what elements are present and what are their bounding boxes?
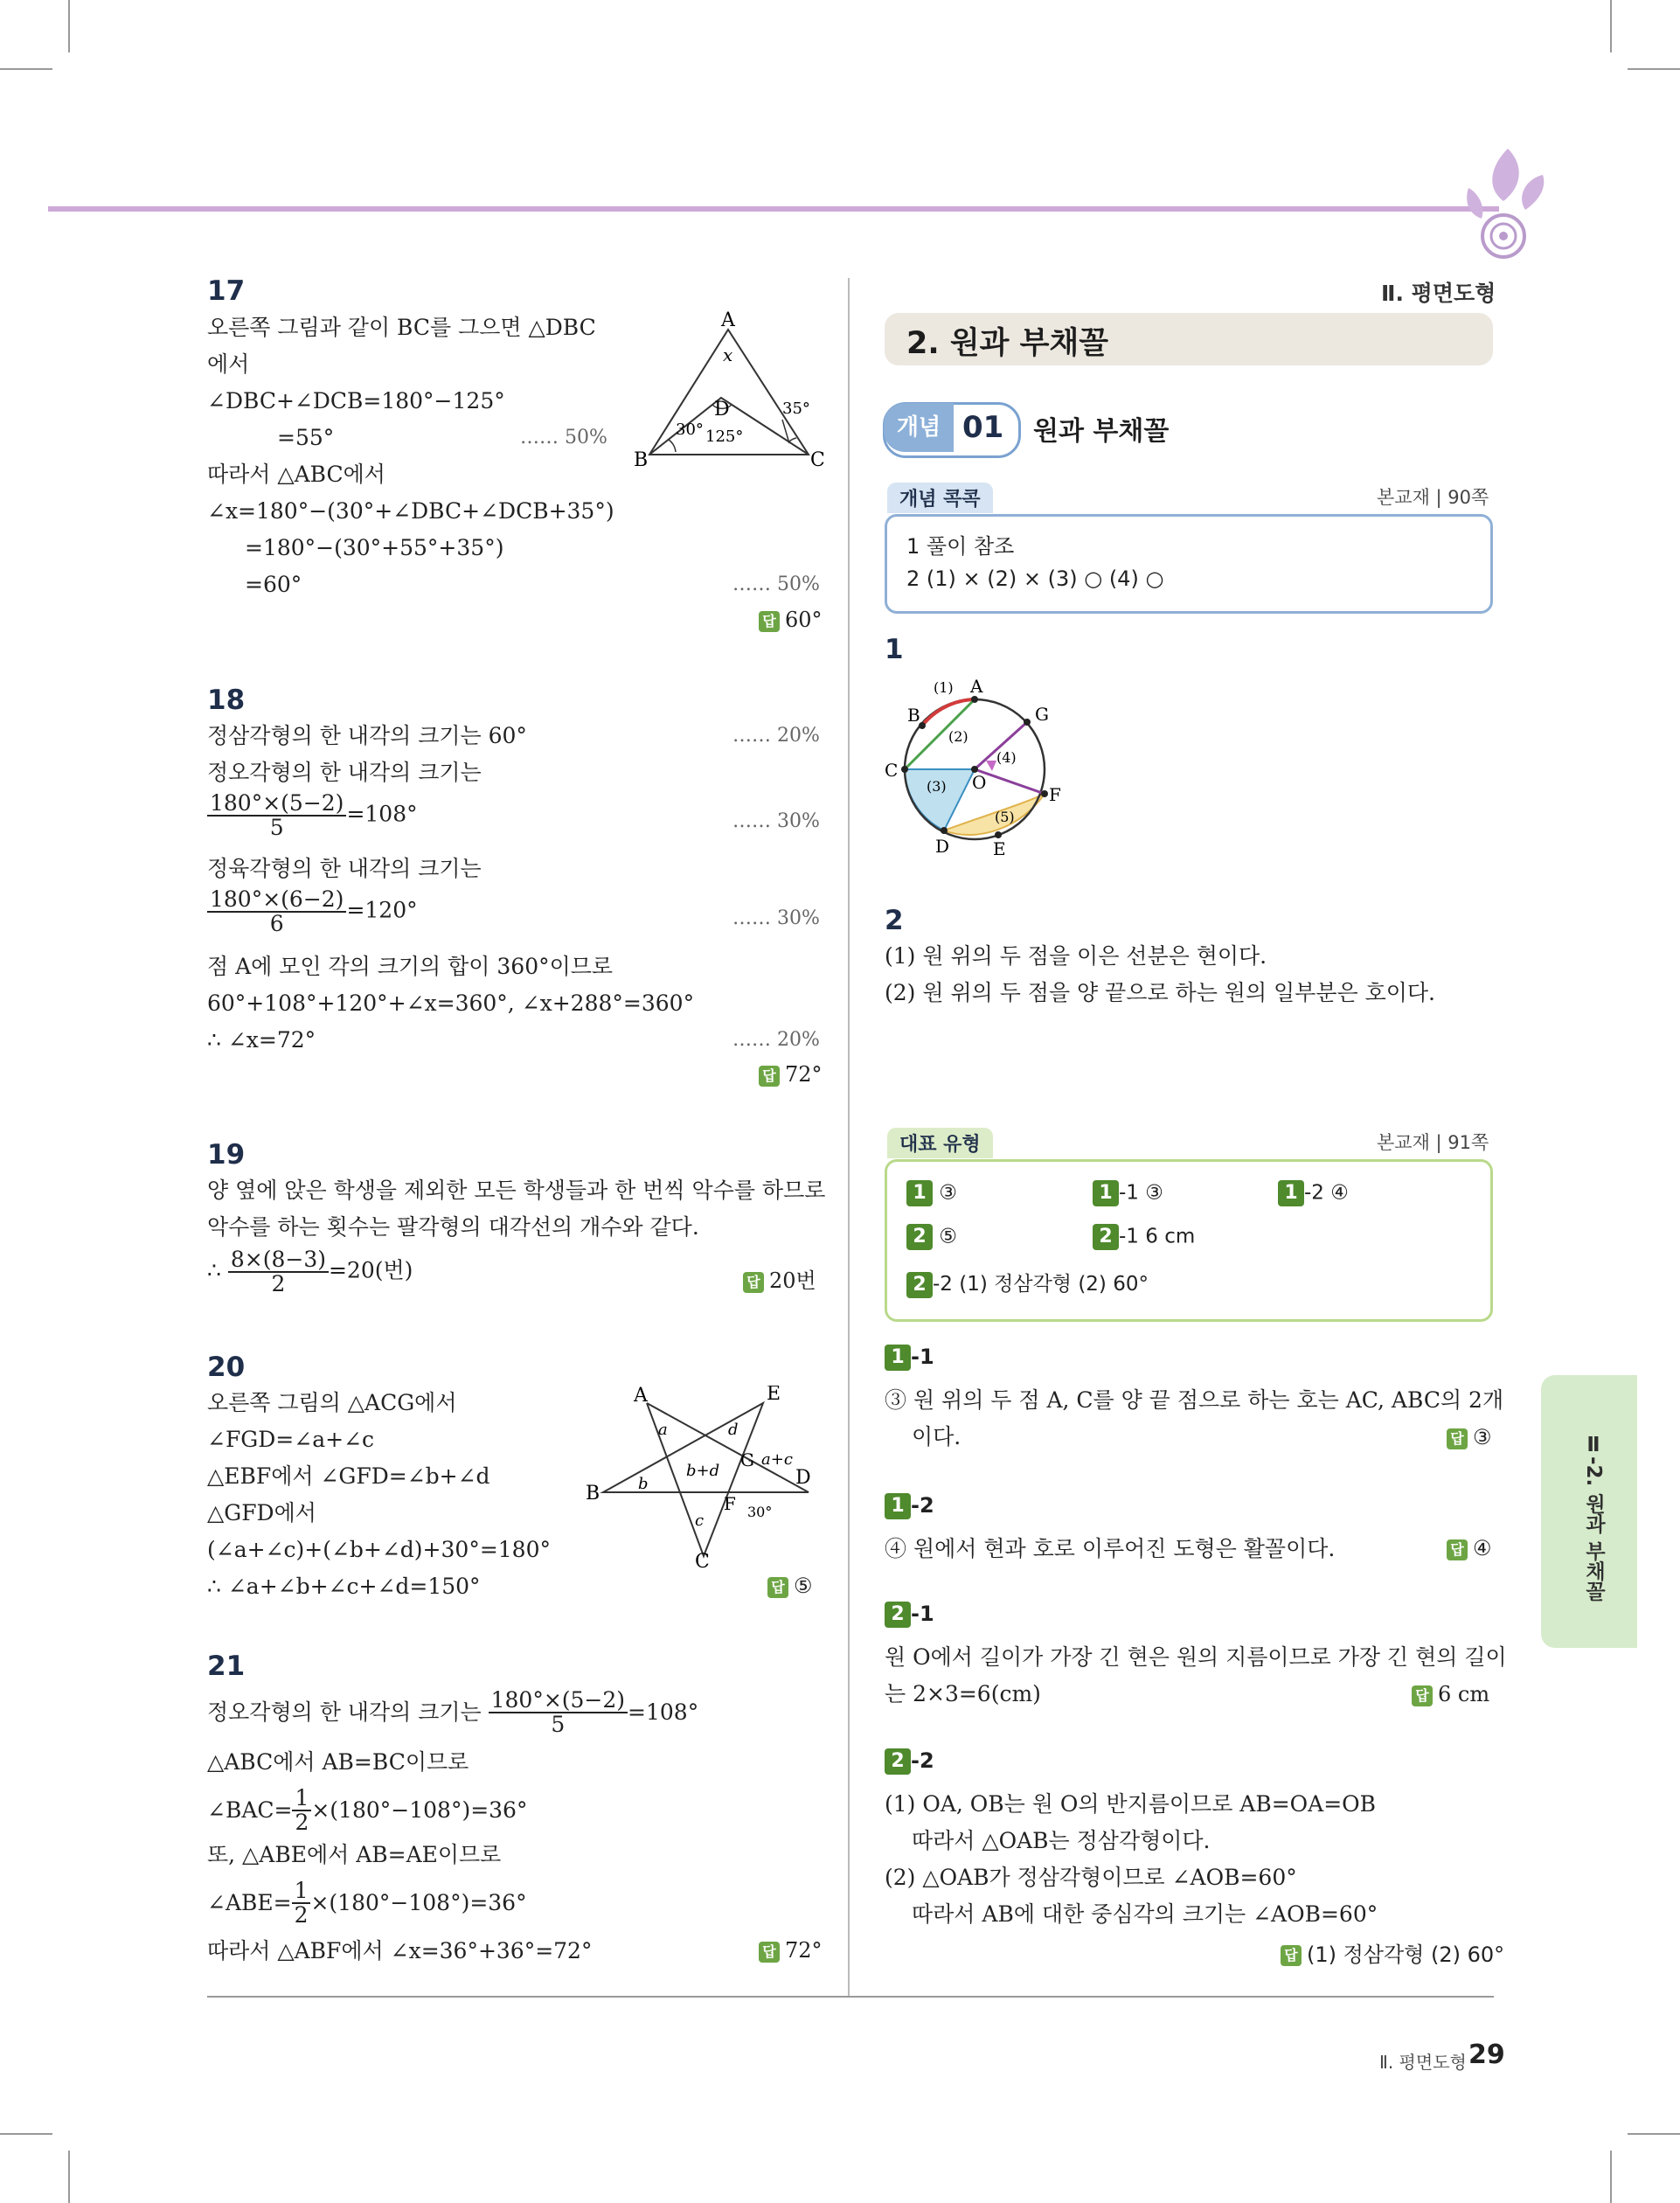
section-header: Ⅱ. 평면도형 [1381, 281, 1496, 306]
p18-score: …… 20% [732, 1029, 820, 1051]
concept-title: 원과 부채꼴 [1033, 416, 1170, 447]
fig20-label-c-point: C [695, 1551, 710, 1569]
fig20-label-f-point: F [724, 1493, 736, 1514]
rep-item: 1 ③ [906, 1180, 957, 1206]
p18-line: 60°+108°+120°+∠x=360°, ∠x+288°=360° [207, 990, 695, 1016]
p18-answer: 답 72° [759, 1062, 823, 1087]
answer-icon: 답 [743, 1272, 764, 1293]
crop-mark [1610, 0, 1612, 52]
frac-result: =108° [628, 1699, 699, 1725]
q2-line: (1) 원 위의 두 점을 이은 선분은 현이다. [885, 943, 1267, 969]
p18-line: 점 A에 모인 각의 크기의 합이 360°이므로 [207, 954, 614, 979]
circle-part-2: (2) [948, 728, 968, 745]
p21-answer: 답 72° [759, 1938, 823, 1963]
fig20-label-bd: b+d [686, 1462, 720, 1480]
p18-score: …… 30% [732, 810, 820, 832]
fig20-label-30: 30° [747, 1504, 773, 1520]
answer-icon: 답 [767, 1577, 788, 1598]
circle-part-5: (5) [995, 809, 1015, 825]
crop-mark [68, 2151, 70, 2203]
therefore-sign: ∴ [207, 1257, 221, 1283]
problem-number-21: 21 [207, 1651, 246, 1682]
crop-mark [1610, 2151, 1612, 2203]
problem-number-19: 19 [207, 1139, 246, 1171]
bottom-rule [207, 1996, 1494, 1998]
frac-denominator: 5 [269, 815, 284, 840]
concept-number: 01 [962, 410, 1004, 445]
textbook-ref: 본교재 | 91쪽 [1377, 1132, 1489, 1153]
solution-head-1-1: 1 -1 [885, 1345, 934, 1371]
circle-label-f: F [1049, 784, 1061, 805]
frac-result: =20(번) [328, 1257, 413, 1283]
circle-figure [874, 673, 1075, 865]
fig17-label-35: 35° [782, 400, 810, 418]
p18-fraction-line [207, 888, 418, 935]
fig20-label-b: b [638, 1475, 649, 1493]
problem-number-17: 17 [207, 275, 246, 307]
s12-line: ④ 원에서 현과 호로 이루어진 도형은 활꼴이다. [885, 1536, 1336, 1561]
p19-line: 양 옆에 앉은 학생을 제외한 모든 학생들과 한 번씩 악수를 하므로 [207, 1178, 826, 1203]
q2-line: (2) 원 위의 두 점을 양 끝으로 하는 원의 일부분은 호이다. [885, 980, 1435, 1005]
frac-denominator: 5 [551, 1712, 566, 1737]
type-badge: 1 [1278, 1180, 1304, 1206]
question-number-2: 2 [885, 905, 904, 936]
fig20-label-e-point: E [767, 1386, 781, 1405]
s22-line: 따라서 △OAB는 정삼각형이다. [912, 1828, 1211, 1853]
p18-line: 정삼각형의 한 내각의 크기는 60° [207, 723, 527, 748]
answer-icon: 답 [1447, 1428, 1468, 1449]
circle-part-4: (4) [996, 749, 1017, 766]
circle-label-b: B [907, 705, 920, 726]
crop-mark [1628, 2133, 1680, 2135]
crop-mark [68, 0, 70, 52]
s22-line: (1) OA, OB는 원 O의 반지름이므로 AB=OA=OB [885, 1791, 1377, 1817]
crop-mark [0, 68, 52, 70]
p20-line: △EBF에서 ∠GFD=∠b+∠d [207, 1463, 490, 1489]
p20-line: △GFD에서 [207, 1500, 316, 1525]
rep-item: 2 -1 6 cm [1093, 1224, 1195, 1250]
p21-fraction-line [207, 1880, 527, 1927]
crop-mark [1628, 68, 1680, 70]
p17-line: ∠DBC+∠DCB=180°−125° [207, 388, 505, 413]
problem-number-20: 20 [207, 1352, 246, 1383]
circle-label-a: A [970, 676, 983, 697]
side-tab-label: Ⅱ-2. 원과 부채꼴 [1582, 1434, 1605, 1602]
answer-icon: 답 [1447, 1539, 1468, 1560]
s21-answer: 답 6 cm [1412, 1682, 1489, 1706]
s21-line: 원 O에서 길이가 가장 긴 현은 원의 지름이므로 가장 긴 현의 길이 [885, 1644, 1507, 1670]
frac-denominator: 2 [295, 1810, 309, 1835]
solution-head-2-1: 2 -1 [885, 1602, 934, 1628]
solution-head-2-2: 2 -2 [885, 1748, 934, 1775]
frac-denominator: 6 [269, 911, 284, 936]
frac-numerator: 180°×(6−2) [207, 888, 346, 913]
p21-text: ∠BAC= [207, 1797, 293, 1823]
fig17-label-a: A [721, 310, 735, 331]
p20-answer: 답 ⑤ [767, 1574, 813, 1598]
column-divider [848, 278, 850, 1996]
frac-result: =120° [346, 897, 418, 923]
frac-numerator: 8×(8−3) [228, 1248, 329, 1273]
circle-label-o: O [972, 772, 987, 793]
p19-answer: 답 20번 [743, 1263, 816, 1294]
fig17-label-d: D [714, 399, 730, 420]
p21-text: ∠ABE= [207, 1890, 292, 1915]
page-number: 29 [1468, 2040, 1505, 2070]
p17-line: 오른쪽 그림과 같이 BC를 그으면 △DBC [207, 315, 596, 340]
p17-line: =55° [277, 425, 335, 450]
answer-icon: 답 [759, 1066, 780, 1087]
p20-line: 오른쪽 그림의 △ACG에서 [207, 1390, 457, 1415]
star-figure-20 [581, 1386, 830, 1569]
frac-result: =108° [346, 801, 418, 827]
type-badge: 1 [1093, 1180, 1119, 1206]
p21-text: 정오각형의 한 내각의 크기는 [207, 1699, 482, 1725]
fig20-label-b-point: B [586, 1483, 600, 1505]
p17-line: 따라서 △ABC에서 [207, 462, 385, 487]
answer-icon: 답 [759, 1942, 780, 1963]
frac-denominator: 2 [271, 1271, 286, 1296]
p18-score: …… 30% [732, 907, 820, 929]
fig17-label-x: x [723, 344, 733, 365]
frac-denominator: 2 [294, 1902, 309, 1928]
p21-line: △ABC에서 AB=BC이므로 [207, 1749, 469, 1775]
circle-part-3: (3) [927, 778, 947, 795]
answer-icon: 답 [1412, 1685, 1433, 1706]
concept-badge [883, 402, 1021, 458]
p21-fraction-line [207, 1787, 527, 1834]
type-badge: 1 [906, 1180, 933, 1206]
p17-score: …… 50% [732, 573, 820, 595]
type-badge: 1 [885, 1345, 911, 1371]
answer-icon: 답 [759, 611, 780, 632]
p20-line: (∠a+∠c)+(∠b+∠d)+30°=180° [207, 1537, 551, 1562]
p17-score: …… 50% [520, 427, 607, 448]
s22-line: 따라서 AB에 대한 중심각의 크기는 ∠AOB=60° [912, 1901, 1378, 1927]
s12-answer: 답 ④ [1447, 1536, 1492, 1560]
circle-label-g: G [1035, 704, 1049, 725]
crop-mark [0, 2133, 52, 2135]
frac-numerator: 1 [292, 1787, 311, 1811]
circle-label-e: E [993, 838, 1006, 859]
p20-line: ∴ ∠a+∠b+∠c+∠d=150° [207, 1574, 481, 1599]
type-badge: 1 [885, 1493, 911, 1519]
frac-numerator: 180°×(5−2) [207, 792, 346, 817]
p19-line: 악수를 하는 횟수는 팔각형의 대각선의 개수와 같다. [207, 1214, 699, 1240]
section-title: 2. 원과 부채꼴 [906, 326, 1109, 361]
type-badge: 2 [885, 1602, 911, 1628]
fig17-label-c: C [810, 449, 825, 471]
p17-line: =60° [245, 572, 302, 597]
s21-line: 는 2×3=6(cm) [885, 1681, 1041, 1706]
header-rule [48, 206, 1499, 212]
type-badge: 2 [1093, 1224, 1119, 1250]
question-number-1: 1 [885, 634, 904, 665]
kok-item-1: 1 풀이 참조 [906, 534, 1015, 559]
rep-item: 2 ⑤ [906, 1224, 957, 1250]
problem-number-18: 18 [207, 685, 246, 716]
kok-item-2: 2 (1) × (2) × (3) ○ (4) ○ [906, 566, 1164, 591]
fig20-label-a-point: A [634, 1386, 648, 1407]
rep-item: 2 -2 (1) 정삼각형 (2) 60° [906, 1268, 1149, 1298]
fig17-label-30: 30° [676, 420, 704, 439]
fig20-label-c: c [695, 1512, 705, 1530]
p19-fraction-line [207, 1248, 413, 1296]
s22-answer: 답 (1) 정삼각형 (2) 60° [1281, 1937, 1504, 1968]
s11-answer: 답 ③ [1447, 1425, 1492, 1449]
p17-line: ∠x=180°−(30°+∠DBC+∠DCB+35°) [207, 498, 614, 524]
fig20-label-d-point: D [795, 1467, 811, 1489]
circle-label-d: D [935, 836, 950, 857]
fig20-label-ac: a+c [761, 1450, 793, 1469]
p18-line: 정육각형의 한 내각의 크기는 [207, 856, 482, 881]
triangle-figure-17 [634, 310, 826, 476]
concept-tag: 개념 [884, 403, 954, 452]
fig17-label-b: B [634, 449, 649, 471]
p21-text: ×(180°−108°)=36° [310, 1890, 527, 1915]
p20-line: ∠FGD=∠a+∠c [207, 1427, 375, 1452]
p21-line: 따라서 △ABF에서 ∠x=36°+36°=72° [207, 1938, 593, 1963]
fig20-label-d: d [728, 1421, 739, 1439]
fig20-label-g-point: G [740, 1449, 754, 1470]
rep-item: 1 -2 ④ [1278, 1180, 1349, 1206]
p17-line: =180°−(30°+55°+35°) [245, 535, 504, 560]
p18-fraction-line [207, 792, 418, 839]
circle-part-1: (1) [934, 679, 954, 696]
p17-answer: 답 60° [759, 608, 823, 632]
p21-fraction-line [207, 1689, 698, 1736]
flower-decoration-icon [1455, 140, 1552, 271]
rep-item: 1 -1 ③ [1093, 1180, 1163, 1206]
type-badge: 2 [906, 1272, 933, 1298]
circle-label-c: C [885, 760, 899, 781]
footer-section: Ⅱ. 평면도형 [1379, 2052, 1467, 2073]
frac-numerator: 1 [292, 1880, 311, 1904]
answer-icon: 답 [1281, 1945, 1302, 1966]
p21-text: ×(180°−108°)=36° [311, 1797, 528, 1823]
type-badge: 2 [906, 1224, 933, 1250]
fig17-label-125: 125° [705, 427, 744, 446]
s11-line: ③ 원 위의 두 점 A, C를 양 끝 점으로 하는 호는 AC, ABC의 2개 [885, 1387, 1504, 1413]
kok-label: 개념 콕콕 [887, 483, 993, 513]
textbook-ref: 본교재 | 90쪽 [1377, 487, 1489, 508]
solution-head-1-2: 1 -2 [885, 1493, 934, 1519]
p18-line: 정오각형의 한 내각의 크기는 [207, 760, 482, 785]
p18-line: ∴ ∠x=72° [207, 1027, 316, 1053]
s11-line: 이다. [912, 1424, 961, 1449]
rep-label: 대표 유형 [887, 1128, 993, 1158]
type-badge: 2 [885, 1748, 911, 1775]
fig20-label-a: a [658, 1421, 668, 1439]
p18-score: …… 20% [732, 725, 820, 747]
s22-line: (2) △OAB가 정삼각형이므로 ∠AOB=60° [885, 1865, 1297, 1890]
p21-line: 또, △ABE에서 AB=AE이므로 [207, 1842, 502, 1867]
p17-line: 에서 [207, 351, 250, 377]
frac-numerator: 180°×(5−2) [489, 1689, 628, 1713]
